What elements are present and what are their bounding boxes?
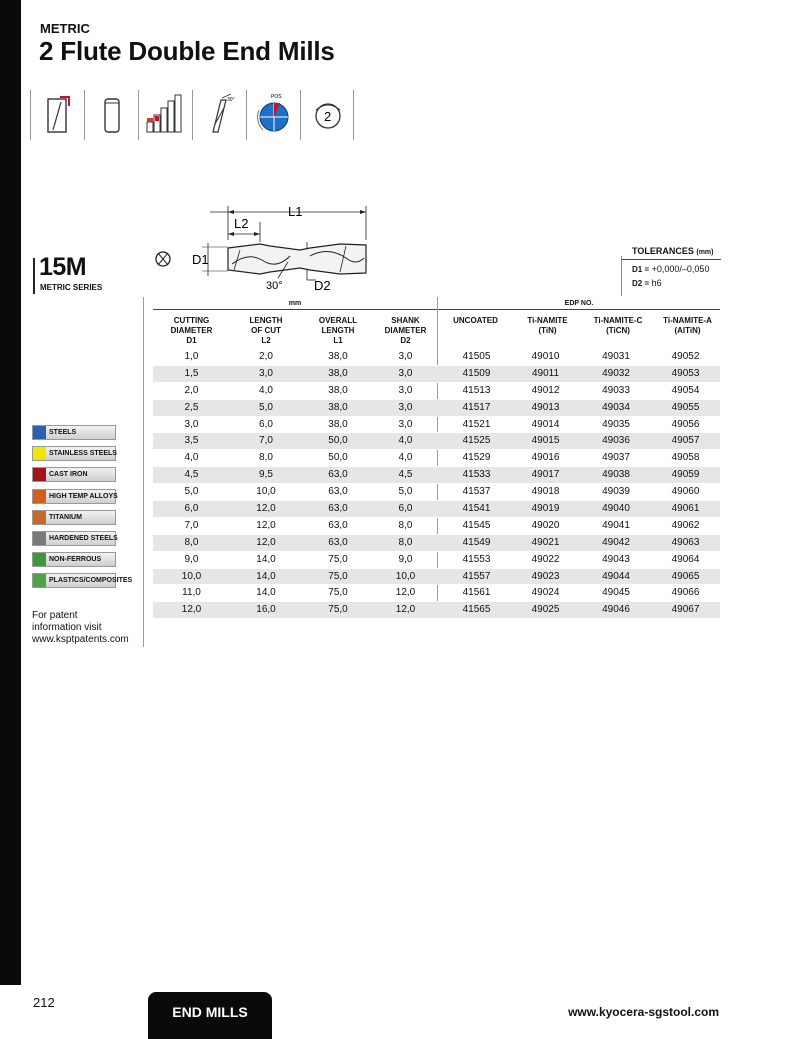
pos-rake-icon [246, 90, 300, 140]
table-cell: 49066 [671, 587, 700, 599]
d2-label: D2 [314, 278, 331, 293]
series-subtitle: METRIC SERIES [40, 283, 103, 292]
table-cell: 3,0 [259, 367, 273, 379]
table-cell: 38,0 [328, 418, 348, 430]
flute-count-icon [300, 90, 354, 140]
table-cell: 49058 [671, 452, 700, 464]
material-swatch [33, 447, 46, 460]
table-cell: 49015 [531, 435, 560, 447]
table-cell: 75,0 [328, 553, 348, 565]
table-row [153, 585, 720, 602]
table-cell: 49067 [671, 604, 700, 616]
table-cell: 49011 [531, 367, 560, 379]
table-cell: 49033 [602, 384, 630, 396]
material-swatch [33, 511, 46, 524]
table-cell: 75,0 [328, 587, 348, 599]
tolerances-title-text: TOLERANCES [632, 246, 694, 256]
patent-note [32, 610, 129, 646]
table-cell: 49064 [671, 553, 700, 565]
d1-label: D1 [192, 252, 209, 267]
table-cell: 14,0 [256, 553, 276, 565]
table-row [153, 400, 720, 417]
table-cell: 41521 [462, 418, 491, 430]
table-cell: 16,0 [256, 604, 276, 616]
table-cell: 49032 [602, 367, 630, 379]
tolerance-d1-value: +0,000/–0,050 [651, 264, 710, 274]
table-cell: 4,5 [184, 469, 199, 481]
table-cell: 41565 [462, 604, 491, 616]
table-row [153, 366, 720, 383]
col-line: LENGTH [249, 316, 283, 325]
col-ti-namite-a [653, 316, 722, 336]
table-cell: 75,0 [328, 604, 348, 616]
table-cell: 3,0 [398, 384, 413, 396]
table-cell: 49012 [531, 384, 560, 396]
table-cell: 63,0 [328, 503, 348, 515]
section-tab[interactable] [148, 992, 272, 1039]
table-cell: 41525 [462, 435, 491, 447]
material-swatch [33, 468, 46, 481]
col-length-of-cut [230, 316, 302, 346]
table-cell: 49036 [602, 435, 630, 447]
table-cell: 2,0 [184, 384, 199, 396]
table-cell: 49019 [531, 503, 560, 515]
table-cell: 49034 [602, 401, 630, 413]
table-cell: 41517 [462, 401, 491, 413]
table-cell: 49060 [671, 486, 700, 498]
col-line: UNCOATED [453, 316, 498, 325]
table-cell: 7,0 [184, 519, 199, 531]
spec-table-body [153, 349, 720, 619]
angle-label: 30° [266, 280, 283, 292]
table-left-rule [143, 297, 144, 647]
table-cell: 49031 [602, 351, 630, 362]
material-legend-item [32, 446, 116, 461]
table-row [153, 467, 720, 484]
table-cell: 4,0 [184, 452, 199, 464]
material-label: NON-FERROUS [49, 556, 102, 564]
col-line: OVERALL [318, 316, 358, 325]
material-legend-item [32, 531, 116, 546]
patent-url: www.ksptpatents.com [32, 634, 129, 645]
table-cell: 41537 [462, 486, 491, 498]
table-cell: 38,0 [328, 367, 348, 379]
material-label: PLASTICS/COMPOSITES [49, 577, 133, 585]
page-title: 2 Flute Double End Mills [39, 36, 335, 66]
group-mm: mm [153, 297, 437, 310]
table-cell: 12,0 [256, 536, 276, 548]
table-cell: 4,0 [398, 435, 413, 447]
table-row [153, 349, 720, 366]
material-label: TITANIUM [49, 513, 82, 521]
table-cell: 41561 [462, 587, 491, 599]
table-row [153, 484, 720, 501]
length-variants-icon [138, 90, 192, 140]
table-cell: 49044 [602, 570, 630, 582]
table-cell: 3,0 [398, 367, 413, 379]
table-cell: 41545 [462, 519, 491, 531]
col-shank-diameter [374, 316, 437, 346]
table-cell: 11,0 [182, 587, 201, 599]
table-cell: 5,0 [259, 401, 273, 413]
page-number: 212 [33, 995, 55, 1010]
table-cell: 49062 [671, 519, 700, 531]
helix-angle-label: 30° [227, 97, 235, 103]
table-cell: 12,0 [181, 604, 202, 616]
table-cell: 41529 [462, 452, 491, 464]
table-cell: 3,0 [398, 351, 413, 362]
table-cell: 41505 [462, 351, 491, 362]
table-row [153, 518, 720, 535]
tolerance-d1-label: D1 = [632, 265, 650, 274]
col-line: LENGTH [321, 326, 355, 335]
table-cell: 41513 [462, 384, 491, 396]
table-cell: 9,0 [184, 553, 199, 565]
tolerances-title [621, 246, 721, 260]
col-line: CUTTING [173, 316, 210, 325]
table-cell: 50,0 [328, 452, 348, 464]
table-cell: 6,0 [398, 503, 413, 515]
table-cell: 41549 [462, 536, 491, 548]
col-overall-length [302, 316, 374, 346]
table-cell: 49016 [531, 452, 560, 464]
table-cell: 4,0 [259, 384, 273, 396]
table-row [153, 383, 720, 400]
table-cell: 49057 [671, 435, 700, 447]
table-cell: 9,0 [398, 553, 413, 565]
cylindrical-shank-icon [84, 90, 138, 140]
col-line: SHANK [391, 316, 420, 325]
material-label: HARDENED STEELS [49, 534, 118, 542]
table-cell: 49059 [671, 469, 700, 481]
table-cell: 49024 [531, 587, 560, 599]
table-cell: 50,0 [328, 435, 348, 447]
table-cell: 49035 [602, 418, 630, 430]
col-line: (AlTiN) [674, 326, 701, 335]
table-cell: 49045 [602, 587, 630, 599]
table-cell: 49065 [671, 570, 700, 582]
table-cell: 41509 [462, 367, 491, 379]
table-cell: 9,5 [259, 469, 273, 481]
table-row [153, 569, 720, 586]
col-line: OF CUT [251, 326, 281, 335]
table-cell: 49014 [531, 418, 560, 430]
material-label: HIGH TEMP ALLOYS [49, 492, 118, 500]
col-line: (TiCN) [606, 326, 630, 335]
section-tab-label: END MILLS [172, 1004, 248, 1020]
table-cell: 6,0 [259, 418, 273, 430]
tolerance-d1 [621, 264, 721, 274]
table-cell: 49041 [602, 519, 630, 531]
table-cell: 49023 [531, 570, 560, 582]
col-ti-namite [512, 316, 583, 336]
col-line: D2 [400, 336, 411, 345]
patent-line: information visit [32, 622, 102, 633]
table-cell: 49037 [602, 452, 630, 464]
helix-angle-icon [192, 90, 246, 140]
col-line: (TiN) [538, 326, 557, 335]
corner-geometry-icon [30, 90, 84, 140]
table-cell: 49017 [531, 469, 560, 481]
col-line: DIAMETER [384, 326, 427, 335]
table-cell: 41533 [462, 469, 491, 481]
col-uncoated [439, 316, 512, 326]
table-cell: 49043 [602, 553, 630, 565]
tolerance-d2-value: h6 [651, 278, 662, 288]
table-cell: 49052 [671, 351, 700, 362]
table-cell: 10,0 [181, 570, 202, 582]
table-cell: 8,0 [259, 452, 273, 464]
table-cell: 10,0 [395, 570, 416, 582]
table-cell: 6,0 [184, 503, 199, 515]
material-swatch [33, 490, 46, 503]
table-cell: 49018 [531, 486, 560, 498]
table-cell: 49025 [531, 604, 560, 616]
l1-label: L1 [288, 204, 303, 219]
table-cell: 49010 [531, 351, 560, 362]
col-line: Ti-NAMITE-C [593, 316, 643, 325]
table-cell: 12,0 [395, 587, 416, 599]
table-cell: 49021 [531, 536, 560, 548]
table-row [153, 450, 720, 467]
section-eyebrow: METRIC [40, 21, 90, 36]
table-row [153, 417, 720, 434]
tolerance-d2-label: D2 = [632, 279, 650, 288]
table-cell: 75,0 [328, 570, 348, 582]
material-swatch [33, 532, 46, 545]
end-mill-diagram [150, 198, 380, 294]
table-cell: 3,0 [184, 418, 199, 430]
table-cell: 49022 [531, 553, 560, 565]
footer-url[interactable]: www.kyocera-sgstool.com [568, 1005, 719, 1019]
tolerances-rule [621, 256, 622, 296]
table-cell: 8,0 [398, 536, 413, 548]
table-row [153, 552, 720, 569]
flute-count-label: 2 [324, 109, 332, 124]
table-cell: 8,0 [398, 519, 413, 531]
table-cell: 49039 [602, 486, 630, 498]
table-cell: 10,0 [256, 486, 276, 498]
col-line: D1 [186, 336, 197, 345]
table-cell: 49042 [602, 536, 630, 548]
table-cell: 4,0 [398, 452, 413, 464]
tolerances-box [621, 246, 721, 288]
table-cell: 3,0 [398, 418, 413, 430]
table-cell: 49054 [671, 384, 700, 396]
table-cell: 49020 [531, 519, 560, 531]
material-swatch [33, 574, 46, 587]
l2-label: L2 [234, 216, 249, 231]
table-cell: 63,0 [328, 536, 348, 548]
col-line: DIAMETER [170, 326, 213, 335]
table-cell: 4,5 [398, 469, 413, 481]
table-cell: 49053 [671, 367, 700, 379]
table-cell: 5,0 [398, 486, 413, 498]
col-line: Ti-NAMITE [527, 316, 568, 325]
table-cell: 41541 [462, 503, 491, 515]
series-code: 15M [39, 253, 87, 281]
material-legend-item [32, 573, 133, 588]
material-label: CAST IRON [49, 471, 88, 479]
material-label: STEELS [49, 429, 77, 436]
table-cell: 5,0 [184, 486, 199, 498]
table-cell: 3,5 [184, 435, 199, 447]
table-cell: 38,0 [328, 401, 348, 413]
table-cell: 49040 [602, 503, 630, 515]
table-cell: 63,0 [328, 486, 348, 498]
material-swatch [33, 553, 46, 566]
table-cell: 12,0 [395, 604, 416, 616]
table-cell: 63,0 [328, 469, 348, 481]
table-cell: 3,0 [398, 401, 413, 413]
table-cell: 49061 [671, 503, 700, 515]
col-line: L1 [333, 336, 343, 345]
feature-icon-strip [30, 90, 354, 140]
table-cell: 2,5 [184, 401, 199, 413]
table-cell: 41557 [462, 570, 491, 582]
table-row [153, 602, 720, 619]
col-line: Ti-NAMITE-A [663, 316, 712, 325]
material-label: STAINLESS STEELS [49, 450, 117, 458]
col-line: L2 [261, 336, 271, 345]
tolerance-d2 [621, 278, 721, 288]
material-legend [32, 425, 133, 595]
material-legend-item [32, 552, 116, 567]
table-cell: 38,0 [328, 384, 348, 396]
patent-line: For patent [32, 610, 78, 621]
table-cell: 8,0 [184, 536, 199, 548]
table-cell: 41553 [462, 553, 491, 565]
table-cell: 7,0 [259, 435, 273, 447]
table-cell: 38,0 [328, 351, 348, 362]
table-cell: 1,0 [184, 351, 199, 362]
table-cell: 2,0 [259, 351, 273, 362]
table-cell: 49013 [531, 401, 560, 413]
table-cell: 49055 [671, 401, 700, 413]
table-row [153, 501, 720, 518]
table-cell: 14,0 [256, 570, 276, 582]
left-black-bar [0, 0, 21, 985]
table-cell: 49056 [671, 418, 700, 430]
material-legend-item [32, 467, 116, 482]
table-row [153, 535, 720, 552]
table-cell: 1,5 [184, 367, 199, 379]
table-cell: 49063 [671, 536, 700, 548]
table-cell: 63,0 [328, 519, 348, 531]
table-cell: 12,0 [256, 519, 276, 531]
material-legend-item [32, 425, 116, 440]
group-edp: EDP NO. [438, 297, 720, 310]
table-row [153, 433, 720, 450]
col-cutting-diameter [153, 316, 230, 346]
material-legend-item [32, 510, 116, 525]
col-ti-namite-c [583, 316, 653, 336]
table-cell: 49038 [602, 469, 630, 481]
table-cell: 12,0 [256, 503, 276, 515]
tolerances-unit: (mm) [696, 249, 714, 256]
table-cell: 14,0 [256, 587, 276, 599]
material-swatch [33, 426, 46, 439]
material-legend-item [32, 489, 116, 504]
series-rule [33, 258, 35, 294]
pos-label: POS [271, 94, 282, 100]
table-cell: 49046 [602, 604, 630, 616]
